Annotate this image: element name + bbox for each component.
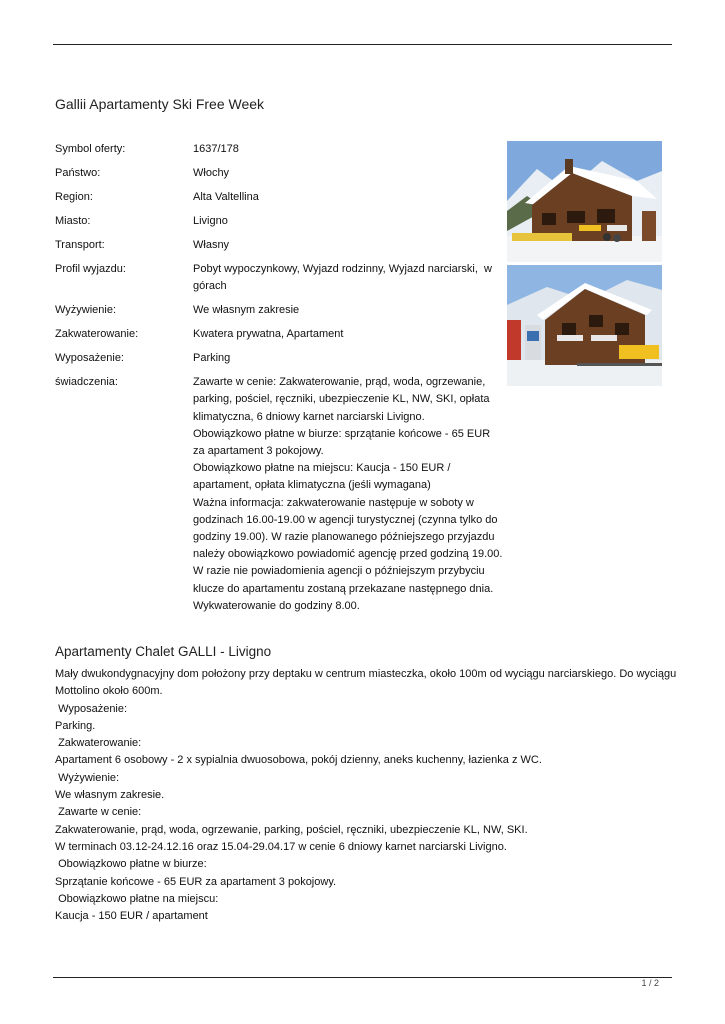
section-paragraph: Obowiązkowo płatne na miejscu:: [55, 892, 219, 905]
section-paragraph: Zakwaterowanie:: [55, 737, 142, 750]
section-body: [55, 666, 680, 925]
offer-details-table: [55, 141, 505, 622]
detail-value: Własny: [193, 239, 230, 251]
section-paragraph: Zakwaterowanie, prąd, woda, ogrzewanie, parking, pościel, ręczniki, ubezpieczenie KL, NW, SKI.: [55, 823, 528, 836]
detail-value: Parking: [193, 352, 231, 365]
detail-value: Alta Valtellina: [193, 191, 259, 203]
detail-value: Włochy: [193, 167, 230, 179]
page-number: 1 / 2: [641, 978, 659, 988]
detail-label: Miasto:: [55, 215, 91, 227]
detail-label: Wyposażenie:: [55, 352, 124, 365]
section-paragraph: Apartament 6 osobowy - 2 x sypialnia dwuosobowa, pokój dzienny, aneks kuchenny, łazienka z WC.: [55, 754, 542, 767]
detail-value: 1637/178: [193, 143, 239, 155]
section-paragraph: Kaucja - 150 EUR / apartament: [55, 910, 208, 923]
detail-row: [55, 237, 505, 254]
detail-value: Zawarte w cenie: Zakwaterowanie, prąd, woda, ogrzewanie, parking, pościel, ręczniki, ubezpieczenie KL, NW, SKI, opłata klimatyczna, 6 dniowy karnet narciarski Livigno. Obowiązkowo płatne w biurze: sprzątanie końcowe - 65 EUR za apartament 3 pokojowy. Obowiązkowo płatne na miejscu: Kaucja - 150 EUR / apartament, opłata klimatyczna (jeśli wymagana) Ważna informacja: zakwaterowanie następuje w soboty w godzinach 16.00-19.00 w agencji turystycznej (czynna tylko do godziny 19.00). W razie planowanego późniejszego przyjazdu należy obowiązkowo powiadomić agencję przed godziną 19.00. W razie nie powiadomienia agencji o późniejszym przybyciu klucze do apartamentu zostaną przekazane następnego dnia. Wykwaterowanie do godziny 8.00.: [193, 376, 503, 612]
detail-row: [55, 350, 505, 367]
detail-label: Region:: [55, 191, 93, 203]
section-paragraph: Wyżywienie:: [55, 771, 120, 784]
detail-label: Wyżywienie:: [55, 304, 117, 317]
detail-row: [55, 302, 505, 319]
detail-label: Państwo:: [55, 167, 101, 179]
detail-row: [55, 374, 505, 615]
detail-label: Symbol oferty:: [55, 143, 126, 155]
section-paragraph: Sprzątanie końcowe - 65 EUR za apartament 3 pokojowy.: [55, 875, 337, 888]
detail-row: [55, 213, 505, 230]
detail-row: [55, 189, 505, 206]
section-paragraph: Zawarte w cenie:: [55, 806, 142, 819]
chalet-photo-side: [507, 265, 662, 386]
section-paragraph: Mały dwukondygnacyjny dom położony przy deptaku w centrum miasteczka, około 100m od wyciągu narciarskiego. Do wyciągu Mottolino około 600m.: [55, 668, 680, 698]
section-paragraph: Parking.: [55, 719, 96, 732]
detail-value: We własnym zakresie: [193, 304, 300, 317]
chalet-photo-front: [507, 141, 662, 262]
detail-label: Zakwaterowanie:: [55, 328, 139, 341]
detail-row: [55, 326, 505, 343]
section-paragraph: Wyposażenie:: [55, 702, 128, 715]
section-paragraph: Obowiązkowo płatne w biurze:: [55, 858, 207, 871]
section-paragraph: We własnym zakresie.: [55, 789, 165, 802]
top-rule: [53, 44, 672, 45]
section-paragraph: W terminach 03.12-24.12.16 oraz 15.04-29.04.17 w cenie 6 dniowy karnet narciarski Livigno.: [55, 840, 507, 853]
detail-row: [55, 261, 505, 295]
detail-value: Kwatera prywatna, Apartament: [193, 328, 344, 341]
bottom-rule: [53, 977, 672, 978]
detail-value: Livigno: [193, 215, 228, 227]
page-title: Gallii Apartamenty Ski Free Week: [55, 96, 265, 112]
detail-row: [55, 165, 505, 182]
detail-value: Pobyt wypoczynkowy, Wyjazd rodzinny, Wyjazd narciarski, w górach: [193, 263, 495, 293]
detail-label: świadczenia:: [55, 376, 118, 389]
detail-label: Profil wyjazdu:: [55, 263, 126, 275]
section-title: Apartamenty Chalet GALLI - Livigno: [55, 644, 272, 659]
detail-label: Transport:: [55, 239, 105, 251]
detail-row: [55, 141, 505, 158]
